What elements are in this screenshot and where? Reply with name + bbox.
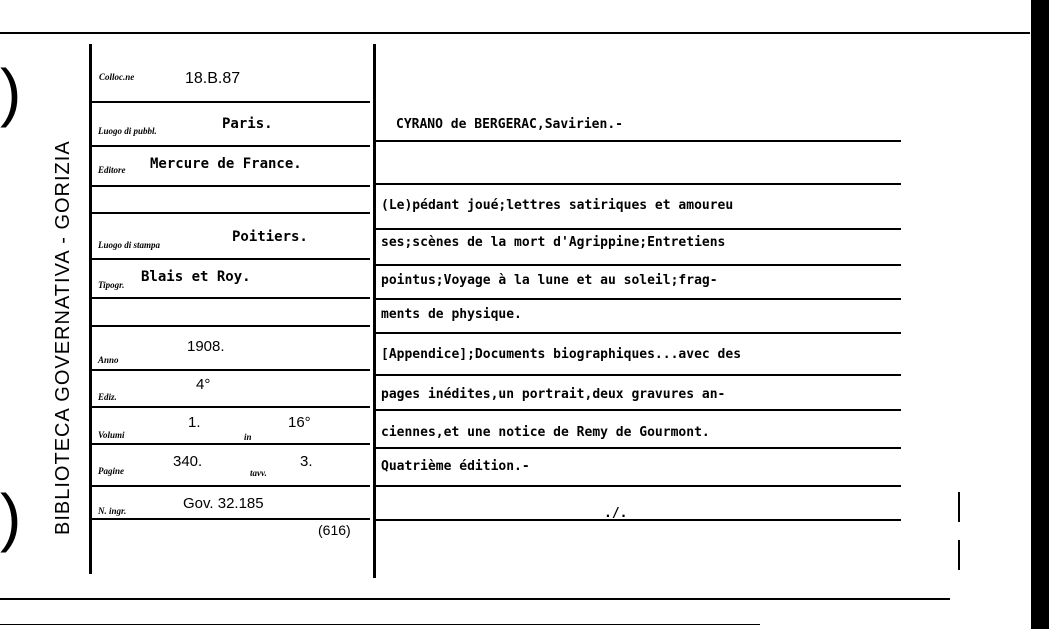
label-pagine: Pagine [98,466,124,476]
row-rule [90,185,370,187]
value-numero-ingresso: Gov. 32.185 [183,495,264,512]
right-row-rule [376,298,901,300]
value-editore: Mercure de France. [150,156,302,172]
row-rule [90,406,370,408]
row-rule [90,369,370,371]
body-line: (Le)pédant joué;lettres satiriques et amoureu [381,198,734,213]
right-row-rule [376,332,901,334]
row-rule [90,325,370,327]
body-line: ciennes,et une notice de Remy de Gourmont. [381,425,710,440]
row-rule [90,297,370,299]
card-top-edge [0,32,1030,34]
right-edge-mark [958,540,960,570]
value-collocazione: 18.B.87 [185,70,241,87]
value-volumi: 1. [188,414,201,431]
body-line: pointus;Voyage à la lune et au soleil;frag- [381,273,718,288]
punch-hole-bottom: ) [0,481,22,553]
label-tipografo: Tipogr. [98,280,125,290]
scan-dark-edge [1031,0,1049,629]
left-column-rule [89,44,92,574]
value-edizione: 4° [196,376,211,393]
right-row-rule [376,183,901,185]
label-formato: in [244,432,252,442]
right-edge-mark [958,492,960,522]
row-rule [90,212,370,214]
label-numero-ingresso: N. ingr. [98,506,127,516]
value-tavole: 3. [300,453,313,470]
row-rule [90,518,370,520]
label-editore: Editore [98,165,126,175]
label-tavole: tavv. [250,468,267,478]
right-row-rule [376,447,901,449]
value-anno: 1908. [187,338,225,355]
right-row-rule [376,519,901,521]
label-anno: Anno [98,355,119,365]
stamp-number: (616) [318,522,351,538]
row-rule [90,101,370,103]
body-line: pages inédites,un portrait,deux gravures an- [381,387,726,402]
label-collocazione: Colloc.ne [99,72,135,82]
right-row-rule [376,485,901,487]
label-edizione: Ediz. [98,392,117,402]
row-rule [90,443,370,445]
label-luogo-pubblicazione: Luogo di pubbl. [98,126,157,136]
value-formato: 16° [288,414,311,431]
right-row-rule [376,140,901,142]
author-heading: CYRANO de BERGERAC,Savirien.- [396,117,623,132]
body-line: [Appendice];Documents biographiques...avec des [381,347,742,362]
right-row-rule [376,374,901,376]
punch-hole-top: ) [0,56,22,128]
value-pagine: 340. [173,453,203,470]
body-line: ments de physique. [381,307,522,322]
body-line: ses;scènes de la mort d'Agrippine;Entretiens [381,235,726,250]
right-row-rule [376,264,901,266]
end-mark: ./. [604,506,628,521]
value-luogo-stampa: Poitiers. [232,229,308,245]
card-bottom-edge [0,598,950,600]
row-rule [90,145,370,147]
library-stamp: BIBLIOTECA GOVERNATIVA - GORIZIA [52,140,74,535]
value-tipografo: Blais et Roy. [141,269,251,285]
card-bottom-edge-2 [0,624,760,625]
label-volumi: Volumi [98,430,125,440]
center-column-rule [373,44,376,578]
row-rule [90,485,370,487]
body-line: Quatrième édition.- [381,459,530,474]
right-row-rule [376,409,901,411]
label-luogo-stampa: Luogo di stampa [98,240,161,250]
right-row-rule [376,228,901,230]
value-luogo-pubblicazione: Paris. [222,116,273,132]
row-rule [90,258,370,260]
